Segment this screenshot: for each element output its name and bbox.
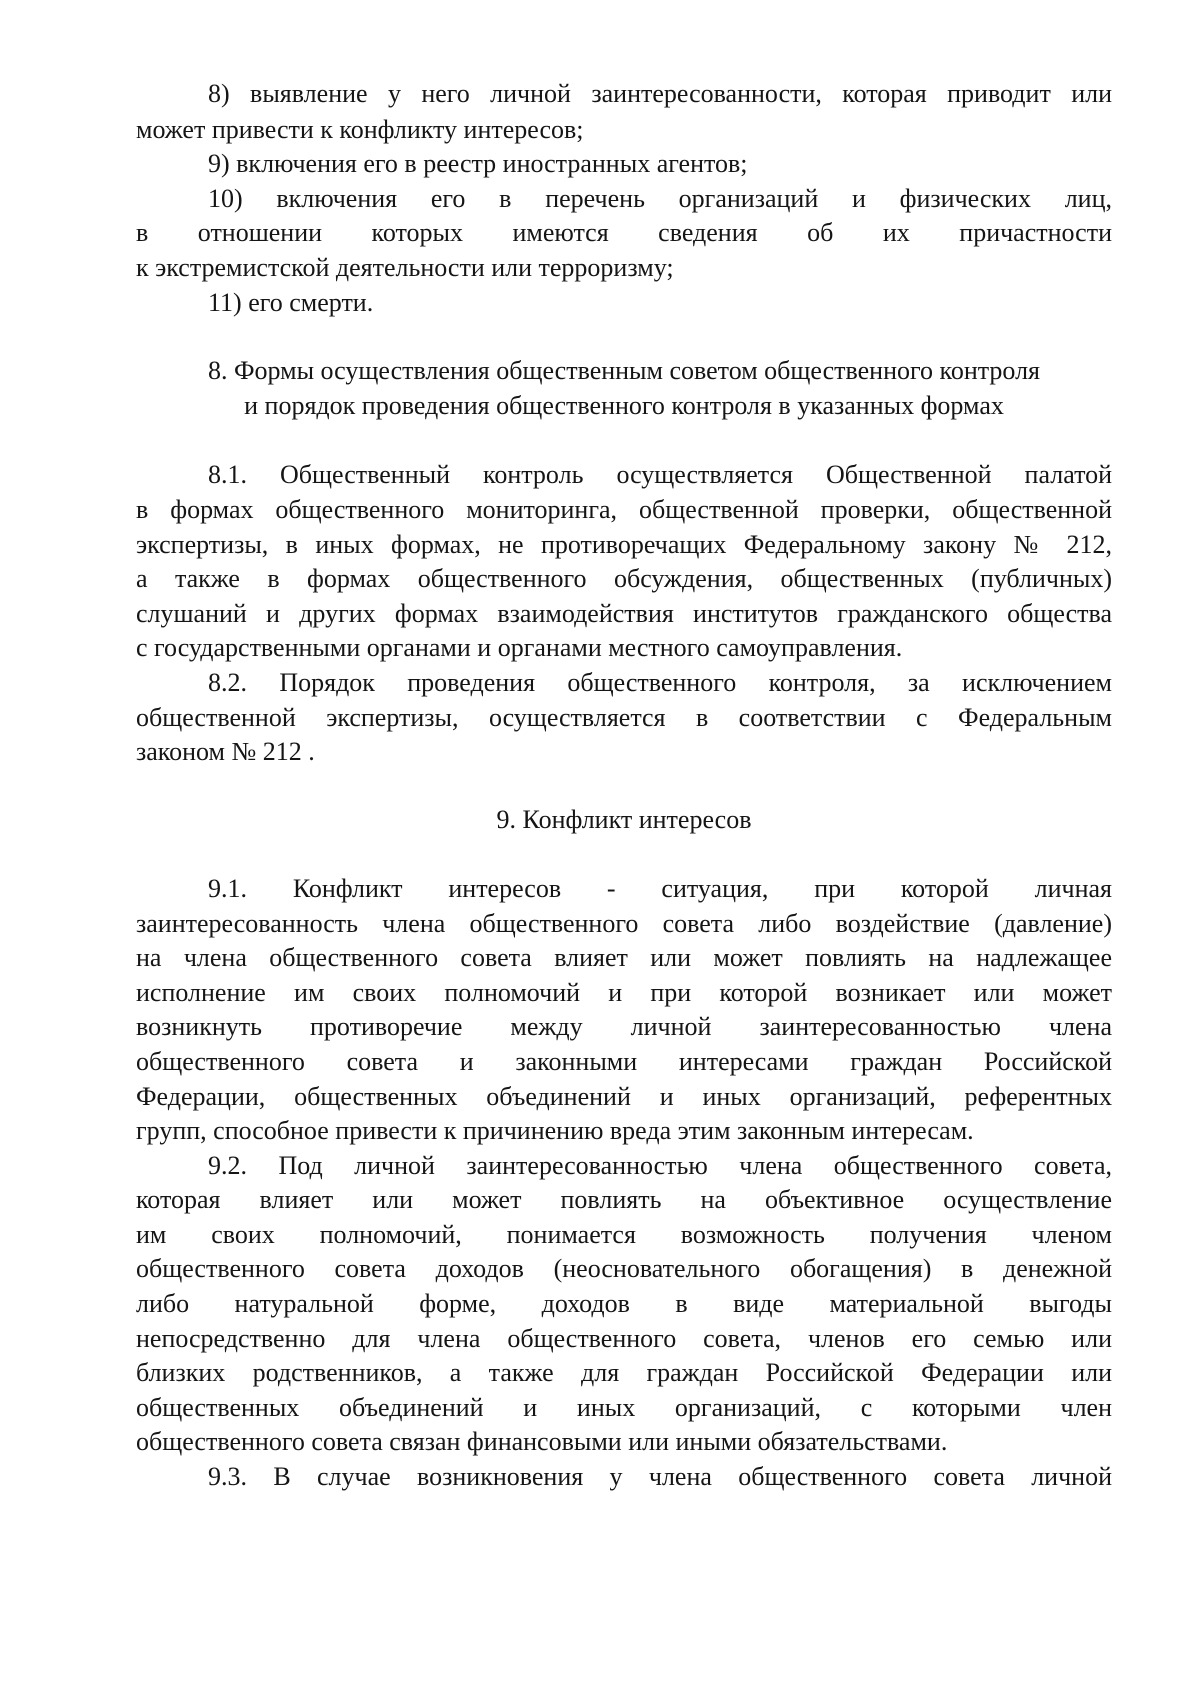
paragraph-9-2-line: либо натуральной форме, доходов в виде материальной выгоды [136,1289,1112,1318]
paragraph-9-1-line: 9.1. Конфликт интересов - ситуация, при которой личная [208,874,1112,903]
paragraph-9-1-line: возникнуть противоречие между личной заинтересованностью члена [136,1012,1112,1041]
paragraph-9-2-line: непосредственно для члена общественного совета, членов его семью или [136,1324,1112,1353]
paragraph-9-2-line: которая влияет или может повлиять на объективное осуществление [136,1185,1112,1214]
section-9-heading: 9. Конфликт интересов [496,805,752,834]
paragraph-9-3-line: 9.3. В случае возникновения у члена общественного совета личной [208,1462,1112,1491]
paragraph-8-1-line: 8.1. Общественный контроль осуществляется Общественной палатой [208,460,1112,489]
paragraph-9-1-line: групп, способное привести к причинению вреда этим законным интересам. [136,1116,974,1145]
paragraph-8-2-line: законом № 212 . [136,737,315,766]
list-item-11: 11) его смерти. [208,288,374,317]
paragraph-9-1-line: на члена общественного совета влияет или может повлиять на надлежащее [136,943,1112,972]
list-item-10: 10) включения его в перечень организаций и физических лиц, [208,184,1112,213]
paragraph-8-2-line: 8.2. Порядок проведения общественного контроля, за исключением [208,668,1112,697]
paragraph-8-1-line: экспертизы, в иных формах, не противоречащих Федеральному закону № 212, [136,530,1112,559]
list-item-8: 8) выявление у него личной заинтересованности, которая приводит или [208,79,1112,108]
paragraph-8-1-line: а также в формах общественного обсуждения, общественных (публичных) [136,564,1112,593]
list-item-8-continued: может привести к конфликту интересов; [136,115,584,144]
paragraph-9-1-line: Федерации, общественных объединений и иных организаций, референтных [136,1082,1112,1111]
paragraph-8-1-line: слушаний и других формах взаимодействия институтов гражданского общества [136,599,1112,628]
paragraph-8-1-line: с государственными органами и органами местного самоуправления. [136,633,903,662]
paragraph-9-2-line: общественного совета доходов (неосновательного обогащения) в денежной [136,1254,1112,1283]
paragraph-9-1-line: заинтересованность члена общественного совета либо воздействие (давление) [136,909,1112,938]
list-item-10-continued: в отношении которых имеются сведения об их причастности [136,218,1112,247]
paragraph-9-2-line: им своих полномочий, понимается возможность получения членом [136,1220,1112,1249]
paragraph-8-1-line: в формах общественного мониторинга, общественной проверки, общественной [136,495,1112,524]
list-item-10-continued-end: к экстремистской деятельности или терроризму; [136,253,674,282]
paragraph-9-1-line: исполнение им своих полномочий и при которой возникает или может [136,978,1112,1007]
paragraph-9-2-line: общественного совета связан финансовыми или иными обязательствами. [136,1427,948,1456]
paragraph-9-2-line: 9.2. Под личной заинтересованностью члена общественного совета, [208,1151,1112,1180]
paragraph-8-2-line: общественной экспертизы, осуществляется в соответствии с Федеральным [136,703,1112,732]
paragraph-9-2-line: близких родственников, а также для граждан Российской Федерации или [136,1358,1112,1387]
paragraph-9-2-line: общественных объединений и иных организаций, с которыми член [136,1393,1112,1422]
section-8-heading-line-2: и порядок проведения общественного контроля в указанных формах [244,391,1004,420]
list-item-9: 9) включения его в реестр иностранных агентов; [208,149,748,178]
section-8-heading-line-1: 8. Формы осуществления общественным советом общественного контроля [207,356,1041,385]
paragraph-9-1-line: общественного совета и законными интересами граждан Российской [136,1047,1112,1076]
